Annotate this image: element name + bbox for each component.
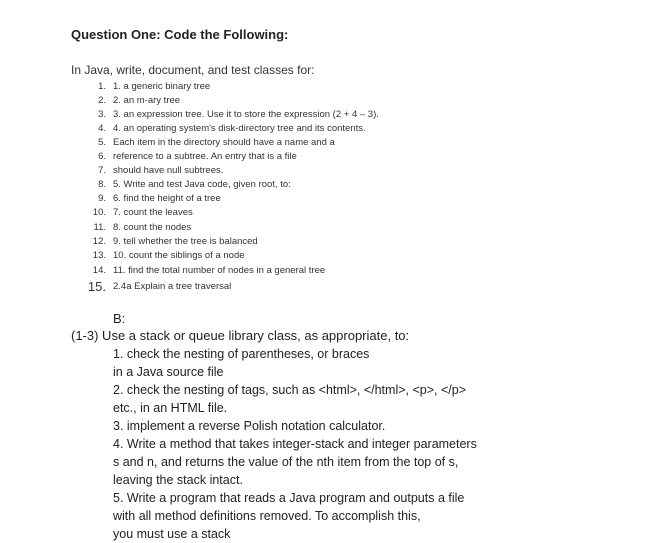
part-b-line: s and n, and returns the value of the nth item from the top of s, [113, 455, 459, 469]
document-page: Question One: Code the Following: In Java, write, document, and test classes for: 1. 1. a generic binary tree 2. 2. an m-ary tree 3. 3. an expression tree. Use it to store the expression (2 + 4 – 3). 4. 4. an operating system's disk-directory tree and its contents. 5. Each item in the directory should have a name and a 6. reference to a subtree. An entry that is a file 7. should have null subtrees. 8. 5. Write and test Java code, given root, to: 9. 6. find the height of a tree 10. 7. count the leaves 11. 8. count the nodes 12. 9. tell whether the tree is balanced 13. 10. count the siblings of a node 14. 11. find the total number of nodes in a general tree 15. 2.4a Explain a tree traversal B: (1-3) Use a stack or queue library class, as appropriate, to: 1. check the nesting of parentheses, or braces in a Java source file 2. check the nesting of tags, such as <html>, </html>, <p>, </p> etc., in an HTML file. 3. implement a reverse Polish notation calculator. 4. Write a method that takes integer-stack and integer parameters s and n, and returns the value of the nth item from the top of s, leaving the stack intact. 5. Write a program that reads a Java program and outputs a file with all method definitions removed. To accomplish this, you must use a stack [71, 27, 477, 541]
part-b-line: 4. Write a method that takes integer-stack and integer parameters [113, 437, 477, 451]
part-b-line: 2. check the nesting of tags, such as <html>, </html>, <p>, </p> [113, 383, 466, 397]
part-b-line: you must use a stack [113, 527, 231, 541]
question-heading: Question One: Code the Following: [71, 27, 289, 42]
part-b-line: 3. implement a reverse Polish notation calculator. [113, 419, 386, 433]
part-b-line: leaving the stack intact. [113, 473, 243, 487]
part-b-lines [113, 345, 477, 543]
part-b-line: 5. Write a program that reads a Java program and outputs a file [113, 491, 465, 505]
part-b-intro: (1-3) Use a stack or queue library class, as appropriate, to: [71, 328, 410, 343]
part-b-line: with all method definitions removed. To accomplish this, [113, 509, 421, 523]
part-b-label: B: [113, 311, 126, 326]
part-b-line: etc., in an HTML file. [113, 401, 228, 415]
part-b-line: in a Java source file [113, 365, 224, 379]
part-b-line: 1. check the nesting of parentheses, or braces [113, 347, 370, 361]
intro-text: In Java, write, document, and test classes for: [71, 63, 315, 77]
